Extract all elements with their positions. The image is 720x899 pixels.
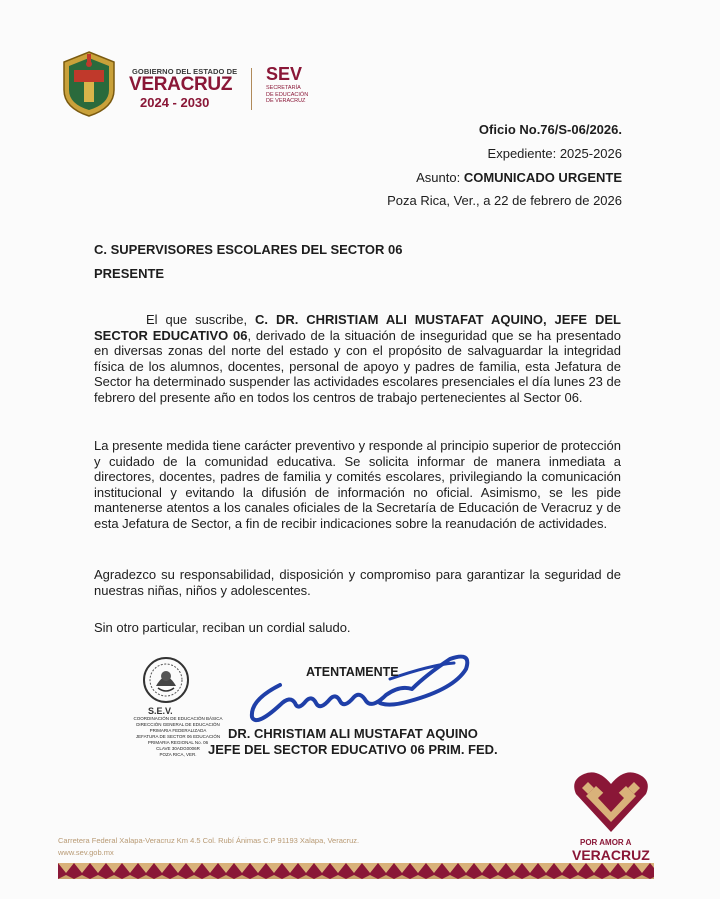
asunto [416,170,622,185]
expediente: Expediente: 2025-2026 [487,146,622,161]
sev-line: DE VERACRUZ [266,98,306,104]
p1-rest: , derivado de la situación de inseguridad que se ha presentado en diversas zonas del norte del estado y con el propósito de salvaguardar la integridad física de los alumnos, docentes, personal de apoyo y padres de familia, esta Jefatura de Sector ha determinado suspender las actividades escolares presenciales el día lunes 23 de febrero del presente año en todos los centros de trabajo pertenecientes al Sector 06. [94,327,621,405]
place-date: Poza Rica, Ver., a 22 de febrero de 2026 [387,193,622,208]
footer-website: www.sev.gob.mx [58,848,114,857]
oficio-number: Oficio No.76/S-06/2026. [478,122,622,137]
sev-full-name [266,85,336,105]
sev-line: SECRETARÍA [266,85,301,91]
slogan-small: POR AMOR A [580,838,632,847]
handwritten-signature [240,645,480,730]
header-divider [251,68,252,110]
p1-intro: El que suscribe, [146,312,248,327]
paragraph-3: Agradezco su responsabilidad, disposición y compromiso para garantizar la seguridad de nuestras niñas, niños y adolescentes. [94,567,621,598]
veracruz-coat-of-arms-icon [58,50,120,118]
sev-acronym: SEV [266,64,303,84]
paragraph-2: La presente medida tiene carácter preventivo y responde al principio superior de protección y cuidado de la comunidad educativa. Se solicita informar de manera inmediata a directores, docentes, padres de familia y comités escolares, privilegiando la comunicación institucional y evitando la difusión de información no oficial. Asimismo, se les pide mantenerse atentos a los canales oficiales de la Secretaría de Educación de Veracruz y de esta Jefatura de Sector, a fin de recibir indicaciones sobre la reanudación de actividades. [94,438,621,531]
asunto-value: COMUNICADO URGENTE [463,170,622,185]
official-seal-icon [142,656,190,704]
p1-bold: C. DR. CHRISTIAM ALI MUSTAFAT AQUINO, JEFE DEL SECTOR EDUCATIVO 06 [94,312,621,343]
slogan-veracruz: VERACRUZ [572,847,650,863]
government-label: GOBIERNO DEL ESTADO DE [132,67,238,76]
asunto-label: Asunto: [416,170,461,185]
addressee: C. SUPERVISORES ESCOLARES DEL SECTOR 06 [94,242,403,257]
signer-name: DR. CHRISTIAM ALI MUSTAFAT AQUINO [228,726,478,741]
state-name: VERACRUZ [129,74,233,95]
sev-line: DE EDUCACIÓN [266,91,309,98]
paragraph-1 [94,312,621,405]
stamp-line: JEFATURA DE SECTOR 06 EDUCACIÓN [135,734,221,739]
por-amor-a-veracruz-heart-icon [570,766,652,836]
stamp-line: COORDINACIÓN DE EDUCACIÓN BÁSICA [133,716,223,721]
stamp-line: POZA RICA, VER. [159,752,197,757]
signer-title: JEFE DEL SECTOR EDUCATIVO 06 PRIM. FED. [208,742,498,757]
paragraph-4: Sin otro particular, reciban un cordial saludo. [94,620,351,635]
stamp-line: CLAVE 30ADG0006R [156,746,200,751]
addressee-presente: PRESENTE [94,266,165,281]
stamp-line: PRIMARIA REGIONAL No. 06 [147,740,209,745]
decorative-footer-band [58,863,654,879]
stamp-line: DIRECCIÓN GENERAL DE EDUCACIÓN [136,722,220,727]
closing-atentamente: ATENTAMENTE [306,665,399,679]
stamp-line: PRIMARIA FEDERALIZADA [149,728,207,733]
footer-address: Carretera Federal Xalapa-Veracruz Km 4.5 Col. Rubí Ánimas C.P 91193 Xalapa, Veracruz. [58,836,360,845]
government-period: 2024 - 2030 [140,95,210,110]
stamp-label: S.E.V. [148,706,173,716]
